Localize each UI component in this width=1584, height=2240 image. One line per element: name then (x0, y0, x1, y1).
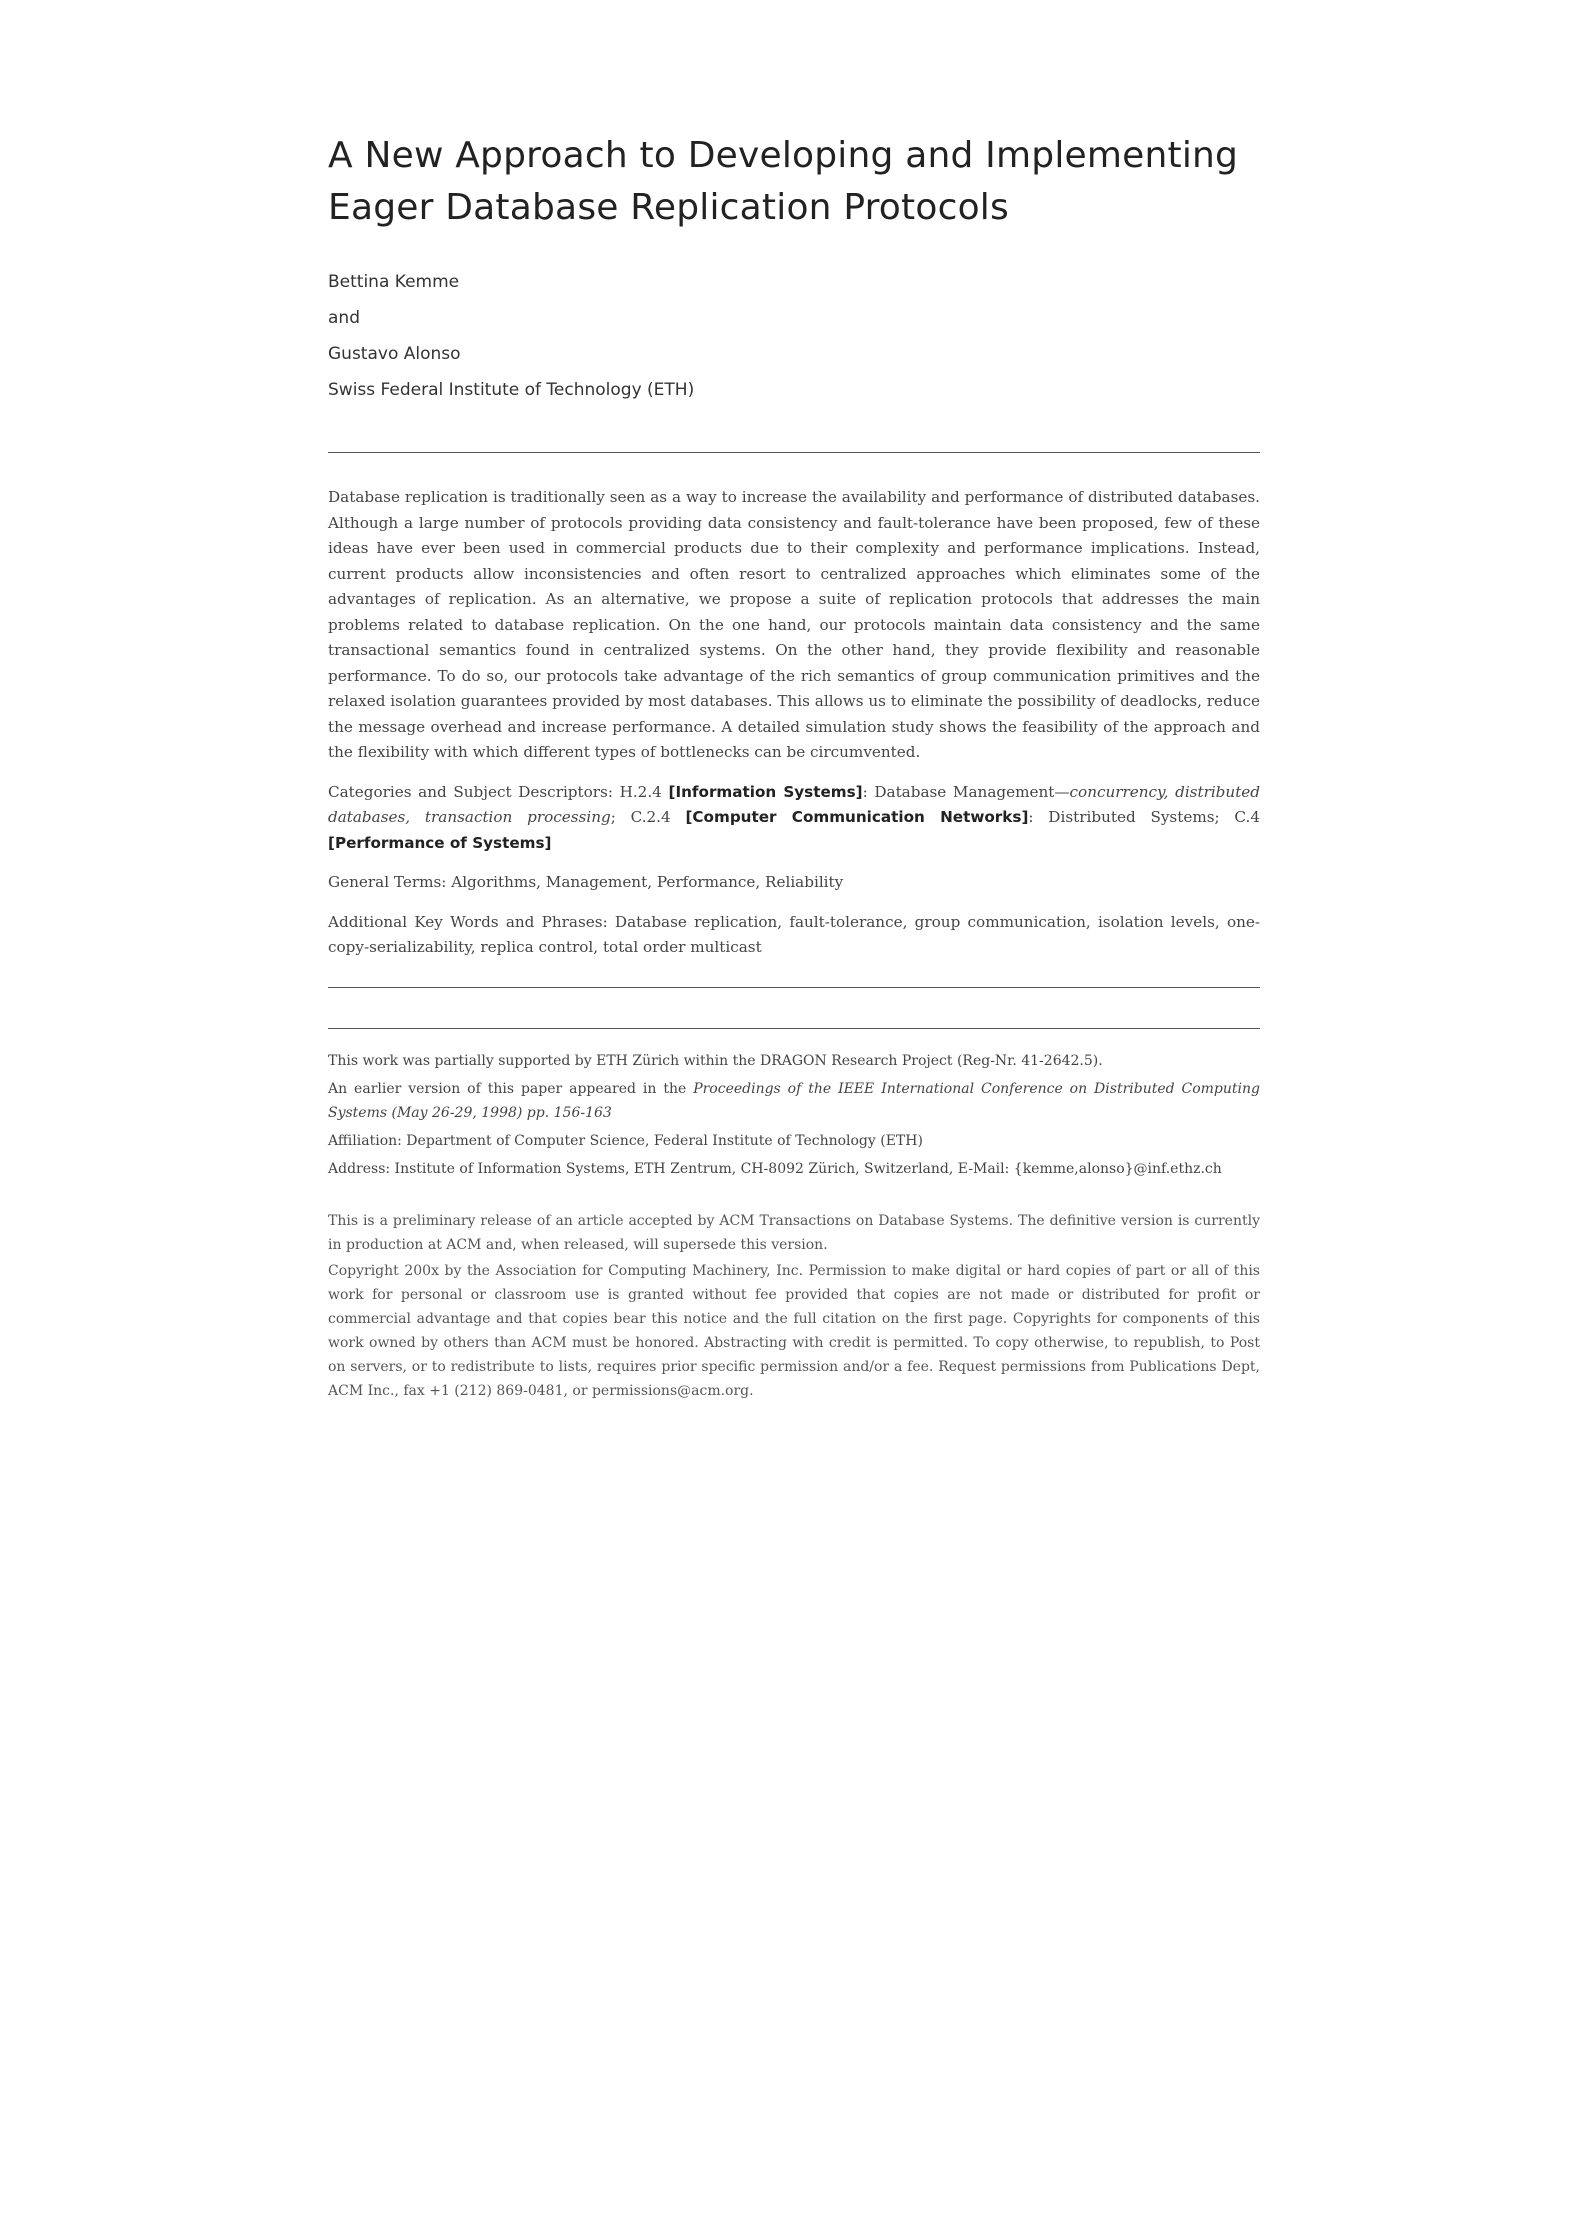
key-words: Additional Key Words and Phrases: Database replication, fault-tolerance, group communication, isolation levels, one-copy-serializability, replica control, total order multicast (328, 912, 1260, 956)
footnote-support: This work was partially supported by ETH Zürich within the DRAGON Research Project (Reg-Nr. 41-2642.5). (328, 1052, 1103, 1069)
footnote-earlier-version (328, 1077, 1260, 1125)
general-terms: General Terms: Algorithms, Management, Performance, Reliability (328, 873, 844, 891)
abstract-bottom-rule (328, 987, 1260, 988)
copyright-notice: Copyright 200x by the Association for Computing Machinery, Inc. Permission to make digital or hard copies of part or all of this work for personal or classroom use is granted without fee provided that copies are not made or distributed for profit or commercial advantage and that copies bear this notice and the full citation on the first page. Copyrights for components of this work owned by others than ACM must be honored. Abstracting with credit is permitted. To copy otherwise, to republish, to Post on servers, or to redistribute to lists, requires prior specific permission and/or a fee. Request permissions from Publications Dept, ACM Inc., fax +1 (212) 869-0481, or permissions@acm.org. (328, 1262, 1260, 1399)
preliminary-release-notice: This is a preliminary release of an article accepted by ACM Transactions on Database Systems. The definitive version is currently in production at ACM and, when released, will supersede this version. (328, 1212, 1260, 1253)
footnotes (328, 1049, 1260, 1181)
title-line-2: Eager Database Replication Protocols (328, 187, 1009, 228)
paper-first-page (328, 130, 1260, 1403)
author-name-1: Bettina Kemme (328, 272, 460, 292)
category-2-code: ; C.2.4 (610, 808, 671, 826)
categories-label: Categories and Subject Descriptors: (328, 782, 613, 801)
author-name-2: Gustavo Alonso (328, 344, 461, 364)
footnote-address: Address: Institute of Information Systems, ETH Zentrum, CH-8092 Zürich, Switzerland, E-Mail: {kemme,alonso}@inf.ethz.ch (328, 1160, 1222, 1177)
author-affiliation: Swiss Federal Institute of Technology (ETH) (328, 380, 695, 400)
title-line-1: A New Approach to Developing and Implementing (328, 135, 1239, 176)
abstract-top-rule (328, 452, 1260, 453)
abstract-text: Database replication is traditionally seen as a way to increase the availability and performance of distributed databases. Although a large number of protocols providing data consistency and fault-tolerance have been proposed, few of these ideas have ever been used in commercial products due to their complexity and performance implications. Instead, current products allow inconsistencies and often resort to centralized approaches which eliminates some of the advantages of replication. As an alternative, we propose a suite of replication protocols that addresses the main problems related to database replication. On the one hand, our protocols maintain data consistency and the same transactional semantics found in centralized systems. On the other hand, they provide flexibility and reasonable performance. To do so, our protocols take advantage of the rich semantics of group communication primitives and the relaxed isolation guarantees provided by most databases. This allows us to eliminate the possibility of deadlocks, reduce the message overhead and increase performance. A detailed simulation study shows the feasibility of the approach and the flexibility with which different types of bottlenecks can be circumvented. (328, 488, 1260, 761)
paper-title (328, 130, 1260, 234)
category-1-code: H.2.4 (619, 782, 662, 801)
footnote-earlier-prefix: An earlier version of this paper appeared in the (328, 1080, 687, 1097)
footnote-rule (328, 1028, 1260, 1029)
category-1-desc: : Database Management— (862, 782, 1070, 801)
footnote-earlier-venue: Proceedings of the IEEE International Conference on Distributed Computing Systems (May 26-29, 1998) pp. 156-163 (328, 1080, 1260, 1121)
footnote-affiliation: Affiliation: Department of Computer Science, Federal Institute of Technology (ETH) (328, 1132, 923, 1149)
category-2-name: [Computer Communication Networks] (685, 808, 1029, 826)
author-conjunction: and (328, 308, 360, 328)
author-block (328, 264, 1260, 408)
category-1-name: [Information Systems] (668, 782, 863, 801)
category-2-desc: : Distributed Systems; C.4 (1028, 808, 1260, 826)
categories-descriptors (328, 780, 1260, 857)
category-3-name: [Performance of Systems] (328, 833, 552, 852)
category-1-terms: concurrency, distributed databases, transaction processing (328, 782, 1261, 826)
